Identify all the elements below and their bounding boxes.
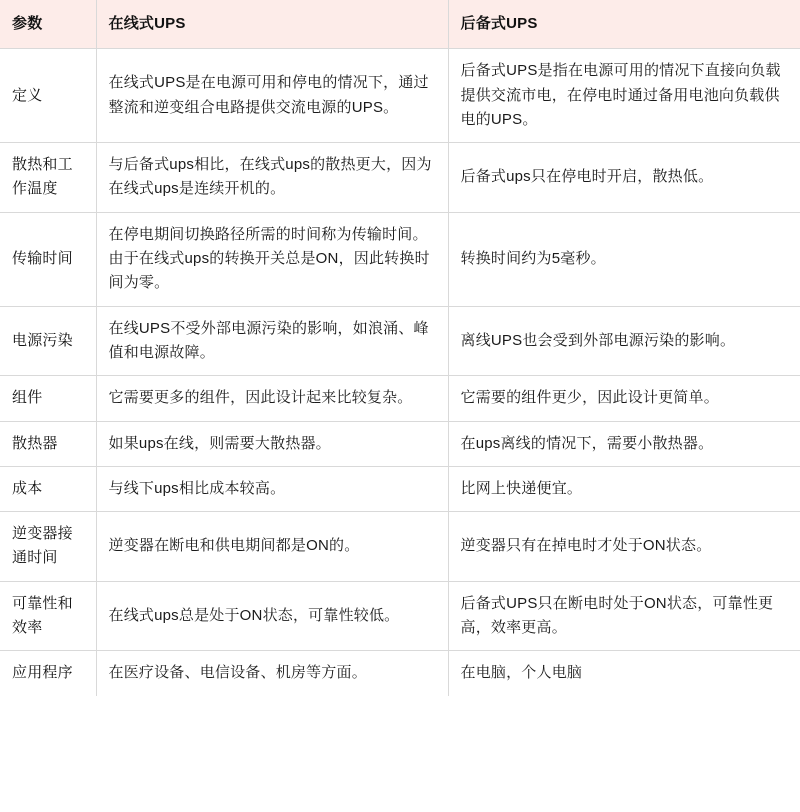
cell-standby-ups: 后备式ups只在停电时开启，散热低。	[448, 143, 800, 213]
table-row	[0, 512, 800, 582]
cell-online-ups: 它需要更多的组件，因此设计起来比较复杂。	[96, 376, 448, 421]
cell-online-ups: 在医疗设备、电信设备、机房等方面。	[96, 651, 448, 696]
cell-parameter: 逆变器接通时间	[0, 512, 96, 582]
cell-online-ups: 在线式UPS是在电源可用和停电的情况下，通过整流和逆变组合电路提供交流电源的UPS。	[96, 49, 448, 143]
cell-online-ups: 如果ups在线，则需要大散热器。	[96, 421, 448, 466]
column-header-parameter: 参数	[0, 0, 96, 49]
cell-standby-ups: 在ups离线的情况下，需要小散热器。	[448, 421, 800, 466]
cell-parameter: 散热和工作温度	[0, 143, 96, 213]
column-header-standby-ups: 后备式UPS	[448, 0, 800, 49]
table-row	[0, 49, 800, 143]
table-row	[0, 581, 800, 651]
cell-standby-ups: 比网上快递便宜。	[448, 466, 800, 511]
cell-parameter: 散热器	[0, 421, 96, 466]
cell-parameter: 传输时间	[0, 212, 96, 306]
cell-online-ups: 在停电期间切换路径所需的时间称为传输时间。由于在线式ups的转换开关总是ON，因此转换时间为零。	[96, 212, 448, 306]
cell-parameter: 成本	[0, 466, 96, 511]
cell-parameter: 应用程序	[0, 651, 96, 696]
cell-standby-ups: 离线UPS也会受到外部电源污染的影响。	[448, 306, 800, 376]
cell-online-ups: 在线UPS不受外部电源污染的影响，如浪涌、峰值和电源故障。	[96, 306, 448, 376]
table-row	[0, 376, 800, 421]
table-header	[0, 0, 800, 49]
table-row	[0, 143, 800, 213]
cell-standby-ups: 后备式UPS是指在电源可用的情况下直接向负载提供交流市电，在停电时通过备用电池向负载供电的UPS。	[448, 49, 800, 143]
cell-online-ups: 与后备式ups相比，在线式ups的散热更大，因为在线式ups是连续开机的。	[96, 143, 448, 213]
column-header-online-ups: 在线式UPS	[96, 0, 448, 49]
cell-parameter: 组件	[0, 376, 96, 421]
table-row	[0, 421, 800, 466]
cell-online-ups: 在线式ups总是处于ON状态，可靠性较低。	[96, 581, 448, 651]
table-row	[0, 651, 800, 696]
cell-standby-ups: 在电脑，个人电脑	[460, 664, 583, 682]
cell-standby-ups: 逆变器只有在掉电时才处于ON状态。	[448, 512, 800, 582]
table-row	[0, 466, 800, 511]
cell-parameter: 电源污染	[0, 306, 96, 376]
cell-standby-ups: 转换时间约为5毫秒。	[448, 212, 800, 306]
table-row	[0, 306, 800, 376]
cell-standby-ups: 后备式UPS只在断电时处于ON状态，可靠性更高，效率更高。	[448, 581, 800, 651]
cell-online-ups: 逆变器在断电和供电期间都是ON的。	[96, 512, 448, 582]
table-header-row	[0, 0, 800, 49]
table-body	[0, 49, 800, 696]
cell-parameter: 定义	[0, 49, 96, 143]
cell-parameter: 可靠性和效率	[0, 581, 96, 651]
cell-standby-ups: 它需要的组件更少，因此设计更简单。	[448, 376, 800, 421]
cell-online-ups: 与线下ups相比成本较高。	[96, 466, 448, 511]
table-row	[0, 212, 800, 306]
